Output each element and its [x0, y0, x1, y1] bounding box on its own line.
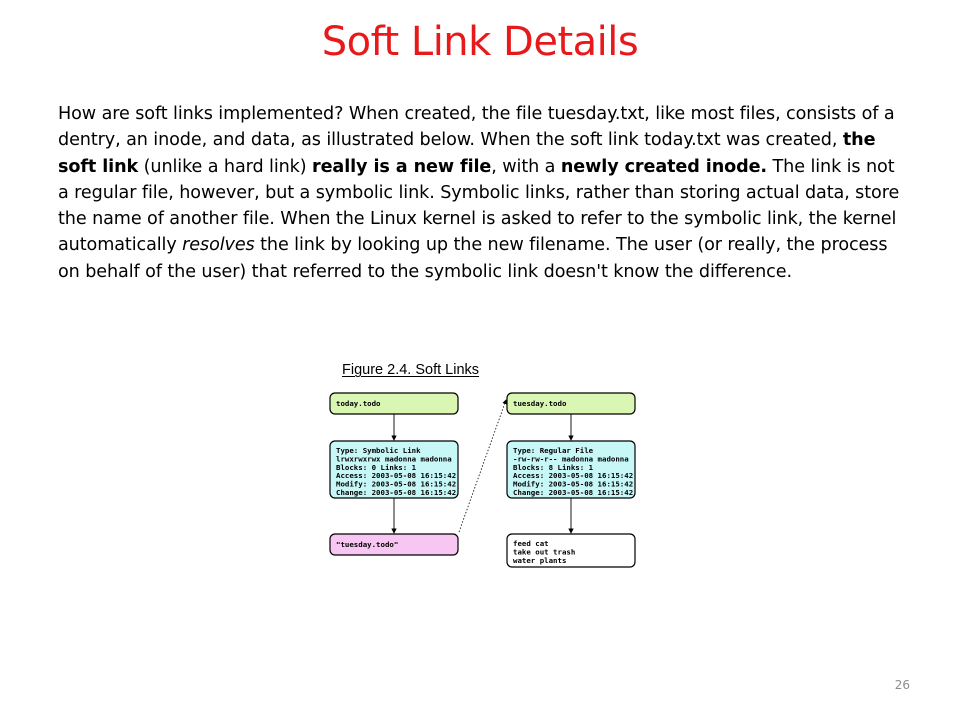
soft-links-diagram: [320, 382, 650, 572]
diagram-text-line: Blocks: 0 Links: 1: [336, 462, 417, 472]
symlink-data-label: "tuesday.todo": [336, 540, 399, 549]
diagram-text-line: water plants: [513, 555, 567, 565]
paragraph-segment: How are soft links implemented? When created, the file tuesday.txt, like most files, consists of a dentry, an inode, and data, as illustrated below. When the soft link today.txt was created,: [58, 104, 895, 151]
paragraph-segment: really is a new file: [312, 156, 492, 177]
paragraph-segment: newly created inode.: [560, 156, 768, 177]
diagram-text-line: take out trash: [513, 547, 576, 557]
tuesday-todo-dentry-label: tuesday.todo: [513, 399, 567, 408]
diagram-text-line: Type: Regular File: [513, 446, 594, 455]
symlink-inode-text: [336, 446, 456, 497]
paragraph-segment: The link is not a regular file, however, but a symbolic link. Symbolic links, rather than storing actual data, store the name of another file. When the Linux kernel is asked to refer to the symbolic link, the kernel automatically: [58, 156, 900, 256]
diagram-text-line: Access: 2003-05-08 16:15:42: [513, 471, 634, 481]
diagram-text-line: lrwxrwxrwx madonna madonna: [336, 454, 452, 464]
paragraph-segment: the soft link: [58, 130, 876, 177]
diagram-text-line: Access: 2003-05-08 16:15:42: [336, 471, 457, 481]
diagram-text-line: Change: 2003-05-08 16:15:42: [513, 488, 634, 497]
paragraph-segment: the link by looking up the new filename. The user (or really, the process on behalf of the user) that referred to the symbolic link doesn't know the difference.: [58, 235, 888, 282]
page-number: 26: [894, 678, 910, 692]
diagram-text-line: Modify: 2003-05-08 16:15:42: [336, 479, 457, 489]
body-paragraph: [58, 101, 910, 285]
paragraph-segment: (unlike a hard link): [138, 156, 313, 177]
today-todo-dentry-label: today.todo: [336, 399, 381, 408]
diagram-text-line: -rw-rw-r-- madonna madonna: [513, 454, 629, 464]
diagram-text-line: Modify: 2003-05-08 16:15:42: [513, 479, 634, 489]
diagram-text-line: feed cat: [513, 539, 549, 548]
slide-title: Soft Link Details: [321, 19, 639, 65]
symlink-target-dotted-arrow: [459, 400, 506, 532]
diagram-text-line: Type: Symbolic Link: [336, 446, 421, 455]
figure-caption: Figure 2.4. Soft Links: [342, 362, 480, 378]
diagram-text-line: Change: 2003-05-08 16:15:42: [336, 488, 457, 497]
paragraph-segment: , with a: [491, 156, 561, 177]
diagram-text-line: Blocks: 8 Links: 1: [513, 462, 594, 472]
regular-inode-text: [513, 446, 633, 497]
paragraph-segment: resolves: [182, 235, 255, 256]
